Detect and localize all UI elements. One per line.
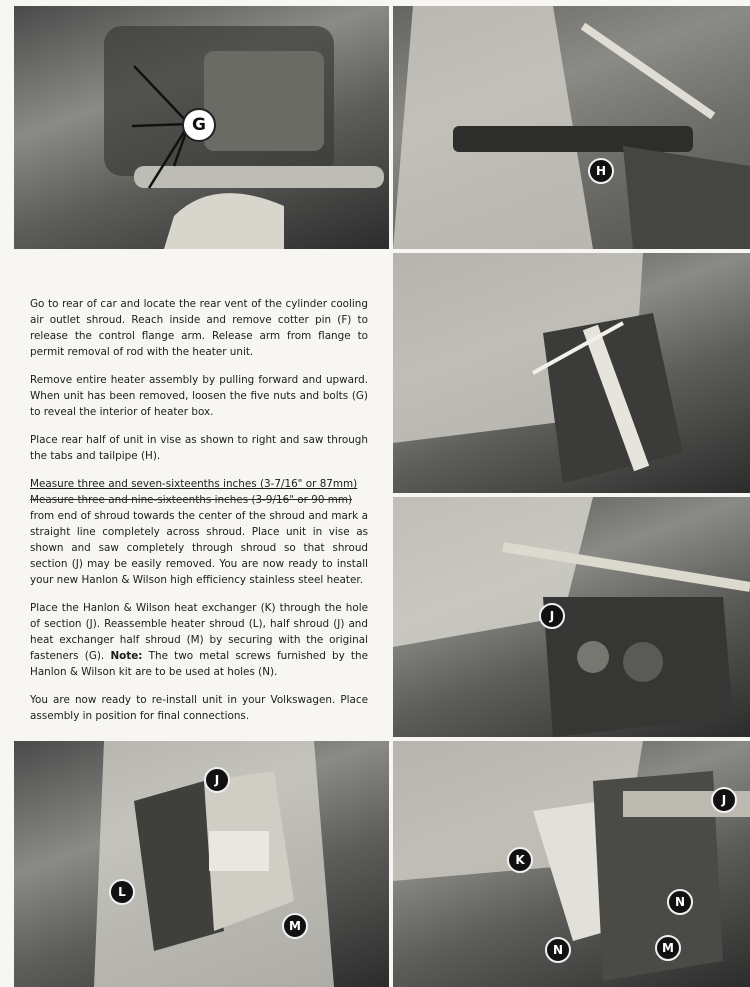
paragraph-remove-heater: Remove entire heater assembly by pulling forward and upward. When unit has been removed, loosen the five nuts and bolts (G) to reveal the interior of heater box.: [30, 374, 368, 418]
callout-k: K: [507, 847, 533, 873]
photo-marking-shroud-graphic: [393, 253, 750, 493]
paragraph-remove-cotter-pin: Go to rear of car and locate the rear vent of the cylinder cooling air outlet shroud. Reach inside and remove cotter pin (F) to release the control flange arm. Release arm from flange to permit removal of rod with the heater unit.: [30, 298, 368, 358]
callout-l: L: [109, 879, 135, 905]
photo-heat-exchanger-graphic: [393, 741, 750, 987]
callout-j: J: [711, 787, 737, 813]
paragraph-saw-tabs: Place rear half of unit in vise as shown to right and saw through the tabs and tailpipe (H).: [30, 434, 368, 462]
photo-heater-box: [14, 6, 389, 249]
callout-j: J: [539, 603, 565, 629]
paragraph-mark-and-saw: from end of shroud towards the center of the shroud and mark a straight line completely across shroud. Place unit in vise as shown and saw completely through shroud so that shroud section (J) may be easily removed. You are now ready to install your new Hanlon & Wilson high efficiency stainless steel heater.: [30, 510, 368, 586]
callout-n: N: [545, 937, 571, 963]
photo-sawing-tailpipe: [393, 6, 750, 249]
photo-heat-exchanger: [393, 741, 750, 987]
note-label: Note:: [110, 650, 143, 662]
paragraph-reinstall: You are now ready to re-install unit in your Volkswagen. Place assembly in position for final connections.: [30, 694, 368, 722]
photo-sawing-shroud: [393, 497, 750, 737]
photo-reassembly: [14, 741, 389, 987]
measure-old-struck: Measure three and nine-sixteenths inches (3-9/16" or 90 mm): [30, 494, 353, 506]
instructions-text: [30, 296, 368, 736]
callout-m: M: [655, 935, 681, 961]
photo-sawing-tailpipe-graphic: [393, 6, 750, 249]
reassemble-text: Place the Hanlon & Wilson heat exchanger (K) through the hole of section (J). Reassemble heater shroud (L), half shroud (J) and heat exchanger half shroud (M) by securing with the original fasteners (G).: [30, 602, 368, 662]
measure-new: Measure three and seven-sixteenths inches (3-7/16" or 87mm): [30, 478, 358, 490]
callout-h: H: [588, 158, 614, 184]
paragraph-reassemble: [30, 600, 368, 680]
callout-g: G: [182, 108, 216, 142]
photo-reassembly-graphic: [14, 741, 389, 987]
note-text: The two metal screws furnished by the Hanlon & Wilson kit are to be used at holes (N).: [30, 650, 368, 678]
callout-n: N: [667, 889, 693, 915]
callout-m: M: [282, 913, 308, 939]
photo-marking-shroud: [393, 253, 750, 493]
callout-j: J: [204, 767, 230, 793]
photo-sawing-shroud-graphic: [393, 497, 750, 737]
